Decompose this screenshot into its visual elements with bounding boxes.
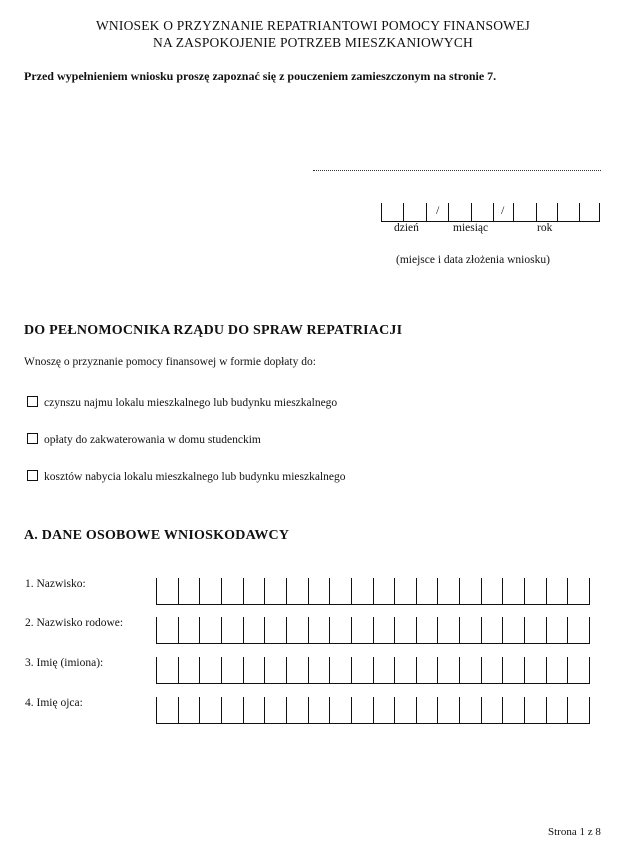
maiden-name-input[interactable] (156, 617, 590, 644)
month-label: miesiąc (453, 222, 489, 234)
maiden-name-label: 2. Nazwisko rodowe: (25, 617, 124, 629)
option-purchase[interactable] (27, 470, 345, 483)
date-separator-1: / (436, 203, 440, 217)
father-name-input[interactable] (156, 697, 590, 724)
day-label: dzień (394, 222, 419, 234)
year-label: rok (537, 222, 553, 234)
date-field[interactable] (381, 203, 600, 222)
surname-label: 1. Nazwisko: (25, 578, 86, 590)
page-number: Strona 1 z 8 (548, 826, 601, 838)
rent-checkbox[interactable] (27, 396, 38, 407)
form-title-line-1: WNIOSEK O PRZYZNANIE REPATRIANTOWI POMOCY FINANSOWEJ (95, 18, 531, 33)
form-title-line-2: NA ZASPOKOJENIE POTRZEB MIESZKANIOWYCH (153, 35, 473, 50)
dormitory-checkbox[interactable] (27, 433, 38, 444)
option-rent-label: czynszu najmu lokalu mieszkalnego lub budynku mieszkalnego (44, 397, 338, 409)
option-dormitory[interactable] (27, 433, 261, 446)
place-date-line[interactable] (313, 160, 601, 171)
section-a-heading: A. DANE OSOBOWE WNIOSKODAWCY (24, 528, 290, 543)
option-rent[interactable] (27, 396, 337, 409)
date-separator-2: / (501, 203, 505, 217)
first-names-label: 3. Imię (imiona): (25, 657, 104, 669)
surname-input[interactable] (156, 578, 590, 605)
option-dormitory-label: opłaty do zakwaterowania w domu studenckim (44, 434, 261, 446)
purchase-checkbox[interactable] (27, 470, 38, 481)
option-purchase-label: kosztów nabycia lokalu mieszkalnego lub budynku mieszkalnego (44, 471, 346, 483)
father-name-label: 4. Imię ojca: (25, 697, 83, 709)
place-date-caption: (miejsce i data złożenia wniosku) (396, 254, 550, 266)
request-text: Wnoszę o przyznanie pomocy finansowej w formie dopłaty do: (24, 356, 316, 368)
first-names-input[interactable] (156, 657, 590, 684)
instructions-notice: Przed wypełnieniem wniosku proszę zapoznać się z pouczeniem zamieszczonym na stronie 7. (24, 69, 497, 83)
addressee-heading: DO PEŁNOMOCNIKA RZĄDU DO SPRAW REPATRIACJI (24, 323, 403, 338)
